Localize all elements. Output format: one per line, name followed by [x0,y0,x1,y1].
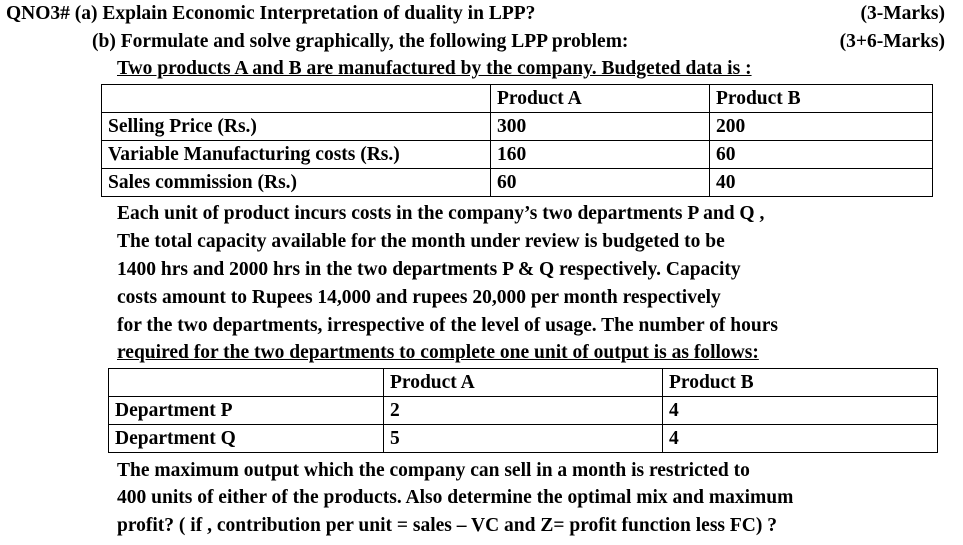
hours-table [108,368,938,453]
table-row [109,397,938,425]
row-value-a: 5 [384,425,663,453]
row-label: Selling Price (Rs.) [102,113,491,141]
paragraph1-line: Each unit of product incurs costs in the company’s two departments P and Q , [117,203,765,224]
row-value-a: 2 [384,397,663,425]
budget-table [101,84,933,197]
row-value-b: 4 [663,425,938,453]
table-header-row [109,369,938,397]
paragraph1-line: for the two departments, irrespective of the level of usage. The number of hours [117,315,778,336]
header-product-a: Product A [384,369,663,397]
row-value-b: 60 [710,141,933,169]
header-cell-blank [109,369,384,397]
intro-text: Two products A and B are manufactured by the company. Budgeted data is : [117,58,752,79]
header-product-b: Product B [663,369,938,397]
row-label: Department Q [109,425,384,453]
row-label: Variable Manufacturing costs (Rs.) [102,141,491,169]
table-row [102,169,933,197]
paragraph2-line: 400 units of either of the products. Also determine the optimal mix and maximum [117,487,794,508]
row-value-b: 40 [710,169,933,197]
header-cell-blank [102,85,491,113]
row-value-b: 200 [710,113,933,141]
question-part-b: (b) Formulate and solve graphically, the following LPP problem: [92,31,629,52]
table-row [102,141,933,169]
table-row [102,113,933,141]
paragraph1-line: costs amount to Rupees 14,000 and rupees 20,000 per month respectively [117,287,721,308]
question-part-a: QNO3# (a) Explain Economic Interpretation of duality in LPP? [6,3,536,24]
row-value-a: 60 [491,169,710,197]
part-a-marks: (3-Marks) [860,3,945,24]
paragraph1-line: 1400 hrs and 2000 hrs in the two departments P & Q respectively. Capacity [117,259,741,280]
header-product-a: Product A [491,85,710,113]
row-label: Department P [109,397,384,425]
paragraph2-line: The maximum output which the company can sell in a month is restricted to [117,460,750,481]
row-label: Sales commission (Rs.) [102,169,491,197]
row-value-a: 160 [491,141,710,169]
paragraph2-line: profit? ( if , contribution per unit = sales – VC and Z= profit function less FC) ? [117,515,777,536]
paragraph1-line: required for the two departments to complete one unit of output is as follows: [117,342,759,363]
table-header-row [102,85,933,113]
table-row [109,425,938,453]
paragraph1-line: The total capacity available for the month under review is budgeted to be [117,231,725,252]
row-value-a: 300 [491,113,710,141]
part-b-marks: (3+6-Marks) [839,31,945,52]
row-value-b: 4 [663,397,938,425]
header-product-b: Product B [710,85,933,113]
